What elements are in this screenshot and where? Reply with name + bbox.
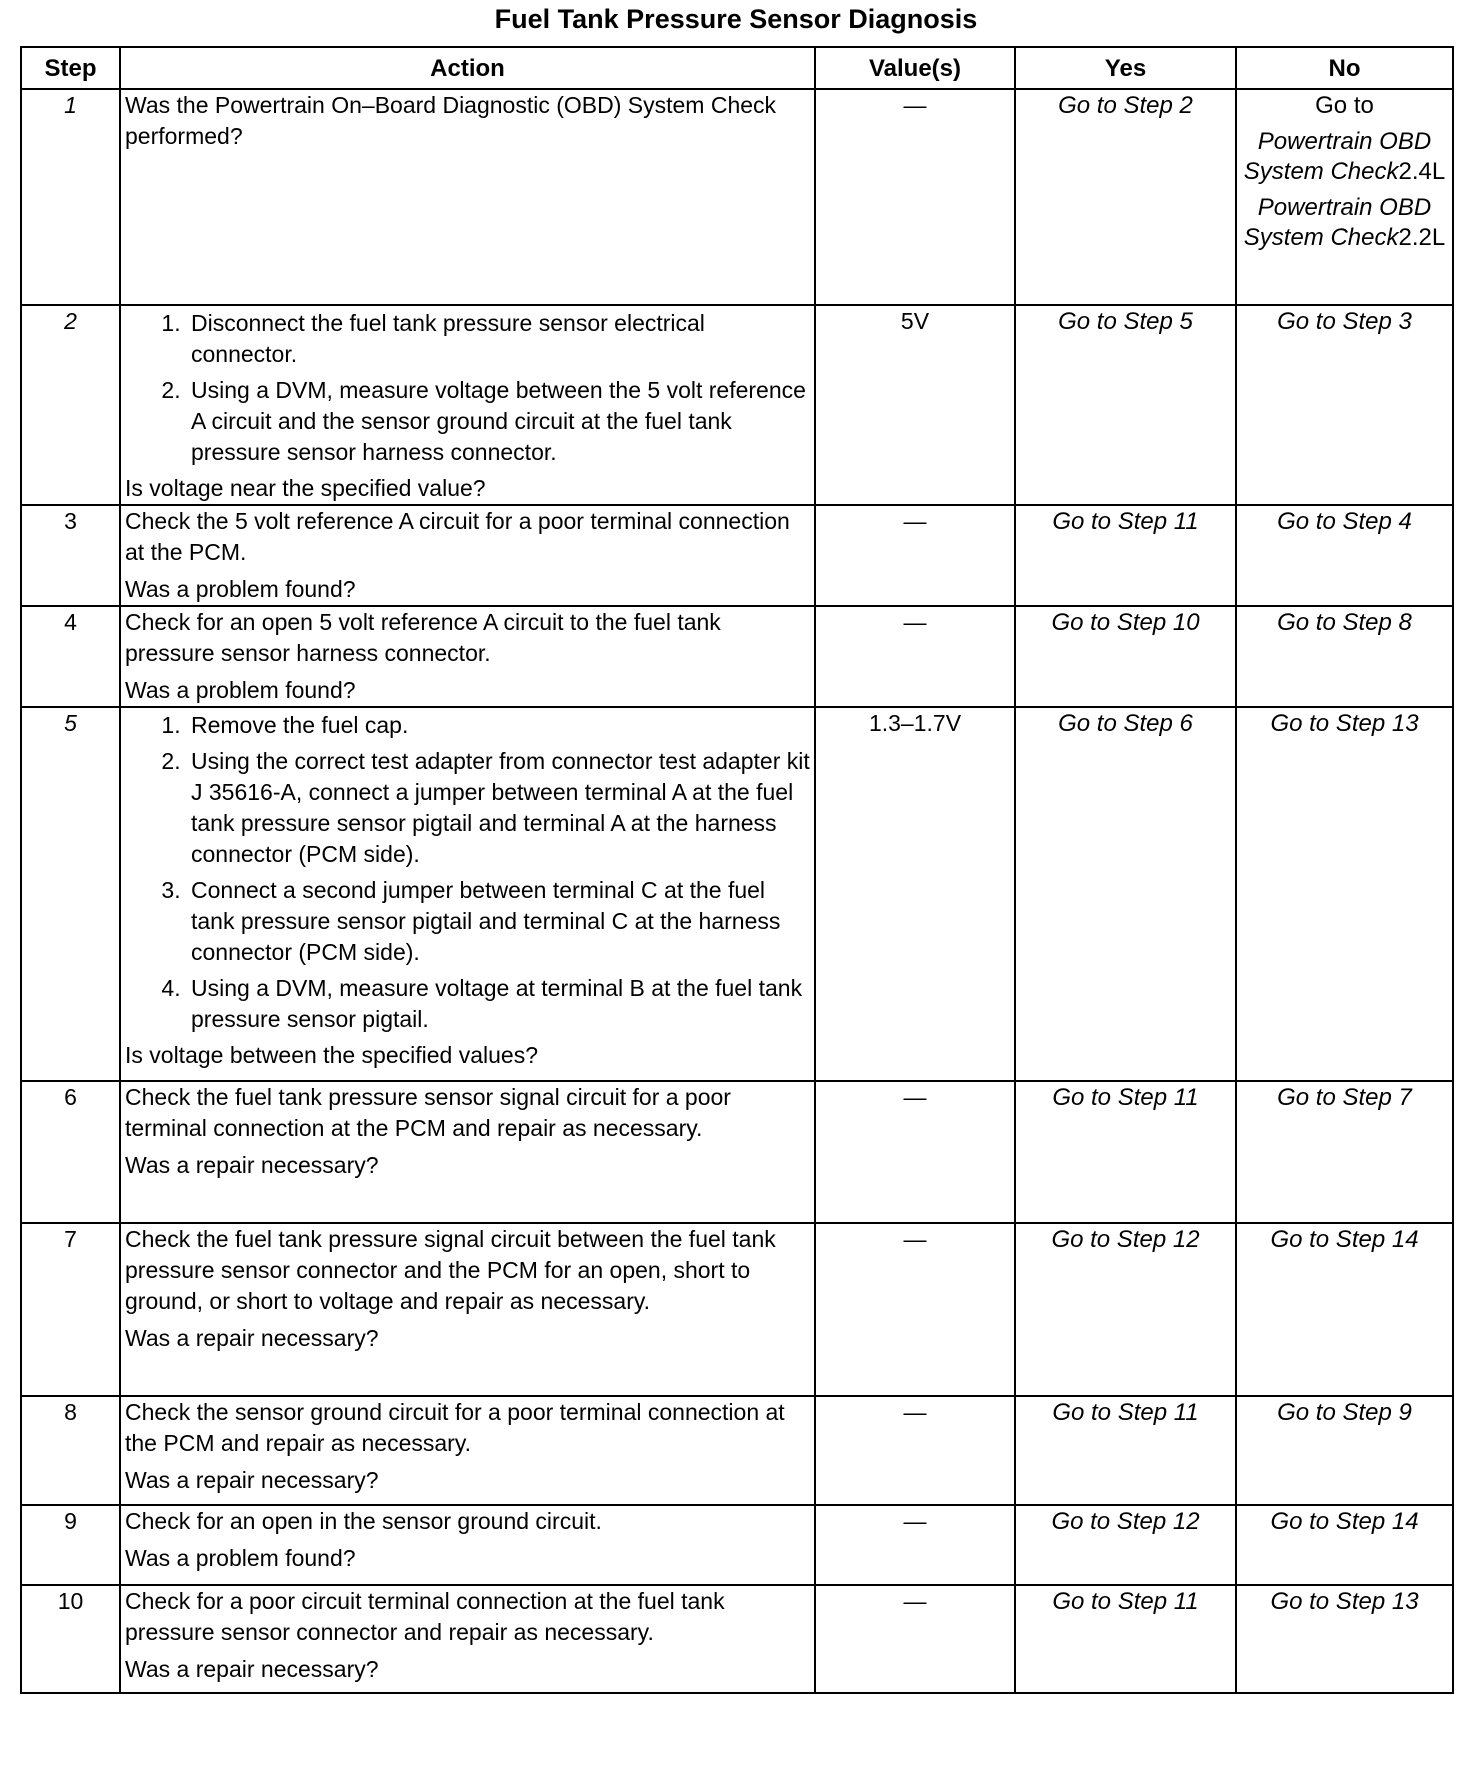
no-cell: Go to Step 9 — [1236, 1396, 1453, 1505]
page-title: Fuel Tank Pressure Sensor Diagnosis — [494, 4, 978, 34]
action-cell — [120, 89, 815, 305]
step-number: 8 — [21, 1396, 120, 1505]
yes-cell: Go to Step 11 — [1015, 1585, 1236, 1693]
step-number: 4 — [21, 606, 120, 707]
table-row — [21, 606, 1453, 707]
yes-cell: Go to Step 11 — [1015, 1081, 1236, 1223]
header-yes: Yes — [1015, 47, 1236, 89]
action-cell — [120, 505, 815, 606]
action-cell — [120, 606, 815, 707]
action-steps-list — [125, 710, 810, 1035]
table-row — [21, 1396, 1453, 1505]
list-item: 2. Using the correct test adapter from connector test adapter kit J 35616-A, connect a jumper between terminal A at the fuel tank pressure sensor pigtail and terminal A at the harness connector (PCM side). — [187, 746, 810, 870]
yes-cell: Go to Step 6 — [1015, 707, 1236, 1081]
action-question: Was a problem found? — [125, 677, 356, 703]
list-item: 1. Disconnect the fuel tank pressure sensor electrical connector. — [187, 308, 810, 370]
list-item: 2. Using a DVM, measure voltage between the 5 volt reference A circuit and the sensor ground circuit at the fuel tank pressure sensor harness connector. — [187, 375, 810, 468]
table-row — [21, 1223, 1453, 1396]
header-no: No — [1236, 47, 1453, 89]
reference-suffix: 2.2L — [1398, 224, 1446, 251]
reference-link[interactable] — [1241, 193, 1448, 253]
table-row — [21, 1585, 1453, 1693]
action-question: Was a repair necessary? — [125, 1656, 379, 1682]
reference-text: Powertrain OBD System Check — [1243, 128, 1432, 185]
value-cell: — — [815, 1396, 1015, 1505]
table-row — [21, 1505, 1453, 1585]
value-cell: 5V — [815, 305, 1015, 505]
value-cell: — — [815, 606, 1015, 707]
table-row — [21, 89, 1453, 305]
action-text: Check the fuel tank pressure sensor signal circuit for a poor terminal connection at the PCM and repair as necessary. — [125, 1084, 731, 1141]
yes-cell: Go to Step 11 — [1015, 505, 1236, 606]
header-values: Value(s) — [815, 47, 1015, 89]
header-row — [21, 47, 1453, 89]
action-cell — [120, 1396, 815, 1505]
header-step: Step — [21, 47, 120, 89]
value-cell: — — [815, 1223, 1015, 1396]
action-cell — [120, 707, 815, 1081]
action-question: Is voltage near the specified value? — [125, 475, 486, 501]
no-cell: Go to Step 3 — [1236, 305, 1453, 505]
yes-cell: Go to Step 2 — [1015, 89, 1236, 305]
no-cell: Go to Step 4 — [1236, 505, 1453, 606]
value-cell: — — [815, 505, 1015, 606]
table-row — [21, 707, 1453, 1081]
action-text: Check for a poor circuit terminal connection at the fuel tank pressure sensor connector and repair as necessary. — [125, 1588, 725, 1645]
value-cell: — — [815, 1081, 1015, 1223]
action-cell — [120, 305, 815, 505]
table-row — [21, 305, 1453, 505]
table-row — [21, 1081, 1453, 1223]
action-question: Was a repair necessary? — [125, 1325, 379, 1351]
go-to-label: Go to — [1315, 92, 1374, 119]
action-question: Was a repair necessary? — [125, 1467, 379, 1493]
list-item: 1. Remove the fuel cap. — [187, 710, 810, 741]
action-cell — [120, 1585, 815, 1693]
yes-cell: Go to Step 12 — [1015, 1505, 1236, 1585]
action-cell — [120, 1223, 815, 1396]
header-action: Action — [120, 47, 815, 89]
step-number: 7 — [21, 1223, 120, 1396]
no-cell: Go to Step 13 — [1236, 1585, 1453, 1693]
action-cell — [120, 1505, 815, 1585]
no-cell: Go to Step 8 — [1236, 606, 1453, 707]
no-cell: Go to Step 14 — [1236, 1505, 1453, 1585]
diagnosis-table — [20, 46, 1454, 1694]
yes-cell: Go to Step 11 — [1015, 1396, 1236, 1505]
yes-cell: Go to Step 12 — [1015, 1223, 1236, 1396]
value-cell: 1.3–1.7V — [815, 707, 1015, 1081]
no-cell: Go to Step 13 — [1236, 707, 1453, 1081]
value-cell: — — [815, 1585, 1015, 1693]
list-item: 3. Connect a second jumper between terminal C at the fuel tank pressure sensor pigtail and terminal C at the harness connector (PCM side). — [187, 875, 810, 968]
list-item: 4. Using a DVM, measure voltage at terminal B at the fuel tank pressure sensor pigtail. — [187, 973, 810, 1035]
action-steps-list — [125, 308, 810, 468]
action-question: Is voltage between the specified values? — [125, 1042, 538, 1068]
action-question: Was a problem found? — [125, 576, 356, 602]
step-number: 6 — [21, 1081, 120, 1223]
no-cell: Go to Step 14 — [1236, 1223, 1453, 1396]
step-number: 5 — [21, 707, 120, 1081]
value-cell: — — [815, 89, 1015, 305]
action-cell — [120, 1081, 815, 1223]
no-cell — [1236, 89, 1453, 305]
step-number: 3 — [21, 505, 120, 606]
action-text: Was the Powertrain On–Board Diagnostic (OBD) System Check performed? — [125, 92, 777, 149]
reference-suffix: 2.4L — [1398, 158, 1446, 185]
step-number: 9 — [21, 1505, 120, 1585]
action-text: Check for an open 5 volt reference A circuit to the fuel tank pressure sensor harness connector. — [125, 609, 721, 666]
table-row — [21, 505, 1453, 606]
value-cell: — — [815, 1505, 1015, 1585]
step-number: 2 — [21, 305, 120, 505]
reference-link[interactable] — [1241, 127, 1448, 187]
reference-text: Powertrain OBD System Check — [1243, 194, 1432, 251]
no-cell: Go to Step 7 — [1236, 1081, 1453, 1223]
action-text: Check the 5 volt reference A circuit for a poor terminal connection at the PCM. — [125, 508, 790, 565]
step-number: 10 — [21, 1585, 120, 1693]
action-text: Check the sensor ground circuit for a poor terminal connection at the PCM and repair as necessary. — [125, 1399, 785, 1456]
action-text: Check the fuel tank pressure signal circuit between the fuel tank pressure sensor connector and the PCM for an open, short to ground, or short to voltage and repair as necessary. — [125, 1226, 776, 1314]
step-number: 1 — [21, 89, 120, 305]
yes-cell: Go to Step 5 — [1015, 305, 1236, 505]
action-question: Was a problem found? — [125, 1545, 356, 1571]
action-question: Was a repair necessary? — [125, 1152, 379, 1178]
action-text: Check for an open in the sensor ground circuit. — [125, 1508, 602, 1534]
yes-cell: Go to Step 10 — [1015, 606, 1236, 707]
